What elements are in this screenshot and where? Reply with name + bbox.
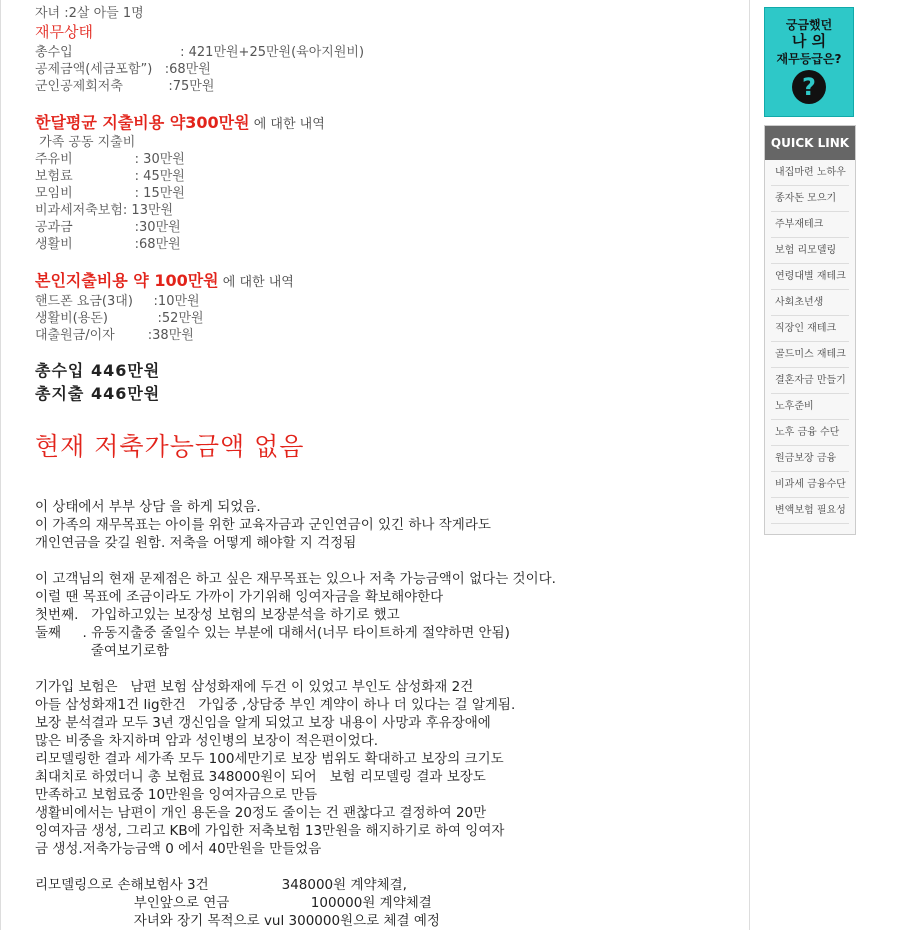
quick-link-item[interactable]: 골드미스 재테크 xyxy=(771,342,849,368)
text-line: 둘째 . 유동지출중 줄일수 있는 부분에 대해서(너무 타이트하게 절약하면 안됨) xyxy=(35,625,510,641)
text-line: 이 상태에서 부부 상담 을 하게 되었음. xyxy=(35,499,261,515)
text-line: 대출원금/이자 :38만원 xyxy=(35,328,194,343)
text-line: 개인연금을 갖길 원함. 저축을 어떻게 해야할 지 걱정됨 xyxy=(35,535,357,551)
banner-line: 궁금했던 xyxy=(785,18,833,32)
section-heading: 한달평균 지출비용 약300만원 xyxy=(35,113,250,132)
text-line: 많은 비중을 차지하며 암과 성인병의 보장이 적은편이었다. xyxy=(35,733,379,749)
text-line: 자녀와 장기 목적으로 vul 300000원으로 체결 예정 xyxy=(35,913,440,929)
text-line: 보장 분석결과 모두 3년 갱신임을 알게 되었고 보장 내용이 사망과 후유장애에 xyxy=(35,715,491,731)
quick-link-item[interactable]: 노후 금융 수단 xyxy=(771,420,849,446)
text-line: 금 생성.저축가능금액 0 에서 40만원을 만들었음 xyxy=(35,841,322,857)
quick-link-item[interactable]: 변액보험 필요성 xyxy=(771,498,849,524)
text-line: 이 가족의 재무목표는 아이를 위한 교육자금과 군인연금이 있긴 하나 작게라도 xyxy=(35,517,491,533)
quick-link-item[interactable]: 직장인 재테크 xyxy=(771,316,849,342)
text-line: 핸드폰 요금(3대) :10만원 xyxy=(35,294,200,309)
quick-link-panel xyxy=(764,125,856,535)
text-line: 자녀 :2살 아들 1명 xyxy=(35,6,144,21)
text-line: 보험료 : 45만원 xyxy=(35,169,185,184)
banner-line: 재무등급은? xyxy=(776,52,842,66)
section-heading: 재무상태 xyxy=(35,23,93,41)
heading-suffix: 에 대한 내역 xyxy=(249,117,325,132)
headline: 현재 저축가능금액 없음 xyxy=(35,432,305,461)
quick-link-item[interactable]: 원금보장 금융 xyxy=(771,446,849,472)
text-line: 최대치로 하였더니 총 보험료 348000원이 되어 보험 리모델링 결과 보장도 xyxy=(35,769,486,785)
text-line: 잉여자금 생성, 그리고 KB에 가입한 저축보험 13만원을 해지하기로 하여 잉여자 xyxy=(35,823,505,839)
text-line: 생활비(용돈) :52만원 xyxy=(35,311,204,326)
text-line: 이 고객님의 현재 문제점은 하고 싶은 재무목표는 있으나 저축 가능금액이 없다는 것이다. xyxy=(35,571,556,587)
text-line: 첫번째. 가입하고있는 보장성 보험의 보장분석을 하기로 했고 xyxy=(35,607,400,623)
quick-link-item[interactable]: 보험 리모델링 xyxy=(771,238,849,264)
section-heading: 본인지출비용 약 100만원 xyxy=(35,271,219,290)
quick-link-item[interactable]: 사회초년생 xyxy=(771,290,849,316)
quick-link-item[interactable]: 주부재테크 xyxy=(771,212,849,238)
total-income: 총수입 446만원 xyxy=(35,361,161,380)
text-line: 비과세저축보험: 13만원 xyxy=(35,203,174,218)
text-line: 기가입 보험은 남편 보험 삼성화재에 두건 이 있었고 부인도 삼성화재 2건 xyxy=(35,679,474,695)
text-line: 리모델링한 결과 세가족 모두 100세만기로 보장 범위도 확대하고 보장의 크기도 xyxy=(35,751,504,767)
quick-link-item[interactable]: 결혼자금 만들기 xyxy=(771,368,849,394)
section-heading-row xyxy=(35,272,294,292)
quick-link-item[interactable]: 종자돈 모으기 xyxy=(771,186,849,212)
quick-link-item[interactable]: 연령대별 재테크 xyxy=(771,264,849,290)
text-line: 군인공제회저축 :75만원 xyxy=(35,79,215,94)
heading-suffix: 에 대한 내역 xyxy=(218,275,294,290)
quick-link-item[interactable]: 비과세 금융수단 xyxy=(771,472,849,498)
text-line: 공제금액(세금포함”) :68만원 xyxy=(35,62,211,77)
text-line: 리모델링으로 손해보험사 3건 348000원 계약체결, xyxy=(35,877,407,893)
text-line: 주유비 : 30만원 xyxy=(35,152,185,167)
text-line: 총수입 : 421만원+25만원(육아지원비) xyxy=(35,45,365,60)
text-line: 생활비에서는 남편이 개인 용돈을 20정도 줄이는 건 괜찮다고 결정하여 20만 xyxy=(35,805,487,821)
text-line: 모임비 : 15만원 xyxy=(35,186,185,201)
text-line: 생활비 :68만원 xyxy=(35,237,181,252)
text-line: 줄여보기로함 xyxy=(35,643,170,659)
question-icon: ? xyxy=(792,70,826,104)
text-line: 이럴 땐 목표에 조금이라도 가까이 가기위해 잉여자금을 확보해야한다 xyxy=(35,589,444,605)
banner-line: 나 의 xyxy=(791,32,827,50)
text-line: 공과금 :30만원 xyxy=(35,220,181,235)
quick-link-item[interactable]: 내집마련 노하우 xyxy=(771,160,849,186)
text-line: 아들 삼성화재1건 lig한건 가입중 ,상담중 부인 계약이 하나 더 있다는 걸 알게됨. xyxy=(35,697,516,713)
text-line: 부인앞으로 연금 100000원 계약체결 xyxy=(35,895,432,911)
total-expense: 총지출 446만원 xyxy=(35,384,161,403)
financial-grade-banner[interactable] xyxy=(764,7,854,117)
section-heading-row xyxy=(35,114,325,134)
quick-link-title: QUICK LINK xyxy=(765,126,855,160)
quick-link-item[interactable]: 노후준비 xyxy=(771,394,849,420)
text-line: 가족 공동 지출비 xyxy=(35,135,136,150)
text-line: 만족하고 보험료중 10만원을 잉여자금으로 만듬 xyxy=(35,787,318,803)
